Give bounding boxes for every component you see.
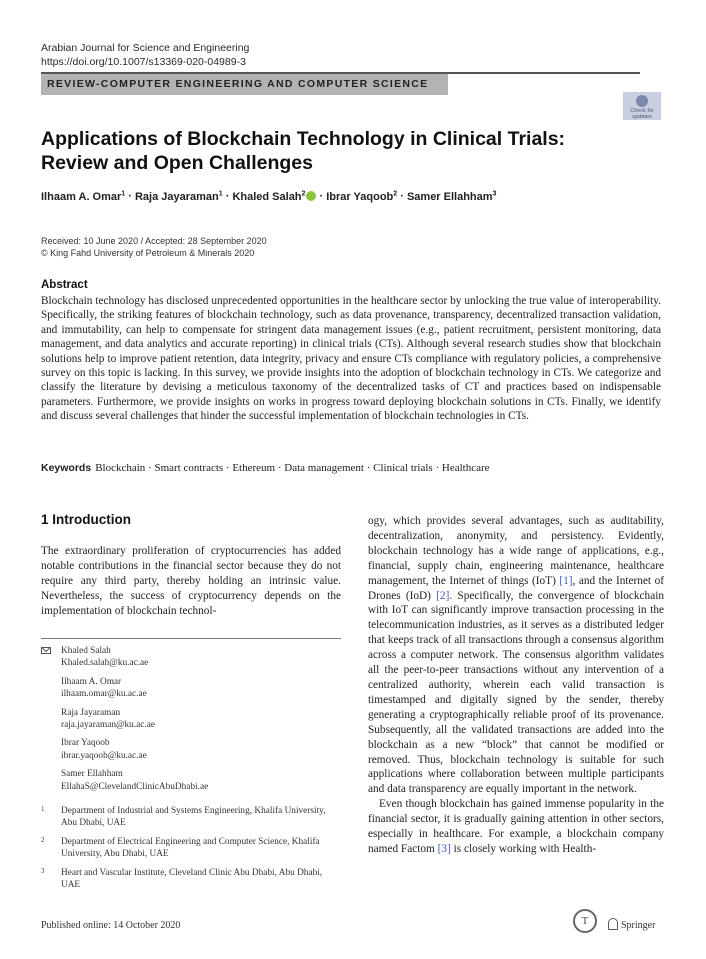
keywords-list: Blockchain · Smart contracts · Ethereum · Data management · Clinical trials · Healthcare	[95, 462, 490, 474]
envelope-icon	[41, 647, 51, 654]
doi-link[interactable]: https://doi.org/10.1007/s13369-020-04989-3	[41, 56, 246, 68]
citation-link[interactable]: [2]	[436, 589, 450, 602]
check-updates-label: Check for updates	[630, 108, 654, 120]
affiliation: 2 Department of Electrical Engineering and Computer Science, Khalifa University, Abu Dhabi, UAE	[41, 835, 320, 860]
keywords-label: Keywords	[41, 462, 92, 474]
affiliation: 1 Department of Industrial and Systems Engineering, Khalifa University, Abu Dhabi, UAE	[41, 805, 326, 829]
check-updates-icon	[636, 95, 648, 107]
section-heading-introduction: 1 Introduction	[41, 512, 131, 527]
contact-item: Ilhaam A. Omar ilhaam.omar@ku.ac.ae	[61, 676, 341, 701]
citation-link[interactable]: [3]	[437, 842, 451, 855]
citation-link[interactable]: [1]	[559, 574, 573, 587]
section-banner	[41, 74, 448, 95]
author[interactable]: Samer Ellahham$^3$	[406, 190, 497, 203]
contact-item: Ibrar Yaqoob ibrar.yaqoob@ku.ac.ae	[61, 737, 341, 762]
received-accepted: Received: 10 June 2020 / Accepted: 28 September 2020	[41, 236, 267, 246]
email-link[interactable]: EllahaS@ClevelandClinicAbuDhabi.ae	[61, 781, 209, 792]
email-link[interactable]: ilhaam.omar@ku.ac.ae	[61, 689, 147, 700]
publication-dates	[41, 235, 267, 259]
paper-title: Applications of Blockchain Technology in Clinical Trials: Review and Open Challenges	[41, 128, 566, 174]
contact-item: Khaled Salah Khaled.salah@ku.ac.ae	[61, 645, 341, 670]
journal-seal-icon: T	[573, 909, 597, 933]
orcid-icon[interactable]	[306, 191, 316, 201]
intro-column-right	[368, 514, 664, 857]
publisher-logo: Springer	[621, 920, 656, 931]
journal-name: Arabian Journal for Science and Engineering	[41, 42, 250, 54]
intro-paragraph: ogy, which provides several advantages, such as auditability, decentralization, anonymity, and persistency. Evidently, blockchain technology has a wide range of applications, e.g., financial, supply chain, engineering maintenance, healthcare management, the Internet of things (IoT) [1], and the Internet of Drones (IoD) [2]. Specifically, the convergence of blockchain with IoT can significantly improve transaction processing in the telecommunication industries, as it serves as a distributed ledger that keeps track of all transactions through a consensus algorithm across a computer network. The consensus algorithm validates all the peer-to-peer transactions without any intervention of a centralized authority, wherein each valid transaction is timestamped and digitally signed by the sender, thereby generating a cryptographically reliable proof of its provenance. Subsequently, all the validated transactions are added into the blockchain as a new “block” that cannot be modified or removed. Thus, blockchain technology is suitable for such applications where collaboration between multiple participants and data transparency are equally important in the network.	[368, 515, 664, 796]
email-link[interactable]: raja.jayaraman@ku.ac.ae	[61, 720, 155, 731]
intro-paragraph: Even though blockchain has gained immense popularity in the financial sector, it is gradually gaining attention in other sectors, especially in healthcare. For example, a blockchain company named Factom [3] is closely working with Health-	[368, 798, 664, 855]
published-online: Published online: 14 October 2020	[41, 920, 181, 931]
abstract-heading: Abstract	[41, 279, 88, 291]
contact-item: Samer Ellahham EllahaS@ClevelandClinicAbuDhabi.ae	[61, 768, 341, 793]
springer-horse-icon	[608, 918, 618, 930]
author[interactable]: Raja Jayaraman$^1$	[134, 190, 223, 203]
journal-header	[41, 41, 249, 69]
abstract-text: Blockchain technology has disclosed unprecedented opportunities in the healthcare sector by unlocking the true value of interoperability. Specifically, the striking features of blockchain technology, such as data provenance, transparency, decentralized transaction validation, and immutability, can help to compensate for stringent data management issues (e.g., patient recruitment, persistent monitoring, data management, and data analytics and accurate reporting) in clinical trials (CTs). Although several research studies show that blockchain solutions help to improve patient retention, data integrity, privacy and ensure CTs compliance with regulatory policies, a comprehensive survey on this topic is lacking. In this survey, we provide insights into the adoption of blockchain technology in CTs. We categorize and classify the literature by devising a meticulous taxonomy of the decentralized tasks of CT and practices based on indispensable parameters. Furthermore, we provide insights on works in progress toward deploying blockchain solutions in CTs. Finally, we identify and discuss several challenges that hinder the successful implementation of blockchain technologies in CTs.	[41, 295, 661, 423]
author-list: Ilhaam A. Omar$^1$ · Raja Jayaraman$^1$ · Khaled Salah$^2$ · Ibrar Yaqoob$^2$ · Samer Ellahham$^3$	[41, 190, 497, 203]
author[interactable]: Ibrar Yaqoob$^2$	[326, 190, 398, 203]
section-banner-label: REVIEW-COMPUTER ENGINEERING AND COMPUTER SCIENCE	[47, 78, 429, 90]
footnote-rule	[41, 638, 341, 639]
keywords	[41, 462, 490, 474]
author[interactable]: Khaled Salah$^2$	[232, 190, 306, 203]
affiliation: 3 Heart and Vascular Institute, Cleveland Clinic Abu Dhabi, Abu Dhabi, UAE	[41, 866, 323, 891]
copyright: © King Fahd University of Petroleum & Minerals 2020	[41, 248, 255, 258]
email-link[interactable]: Khaled.salah@ku.ac.ae	[61, 658, 149, 669]
intro-paragraph-left: The extraordinary proliferation of cryptocurrencies has added notable contributions in the financial sector because they do not require any third party, thereby holding an intrinsic value. Nevertheless, the success of cryptocurrency depends on the implementation of blockchain technol-	[41, 545, 341, 617]
author-contacts	[41, 645, 341, 898]
author[interactable]: Ilhaam A. Omar$^1$	[41, 190, 126, 203]
email-link[interactable]: ibrar.yaqoob@ku.ac.ae	[61, 750, 147, 761]
contact-item: Raja Jayaraman raja.jayaraman@ku.ac.ae	[61, 707, 341, 732]
check-for-updates-button[interactable]	[623, 92, 661, 120]
